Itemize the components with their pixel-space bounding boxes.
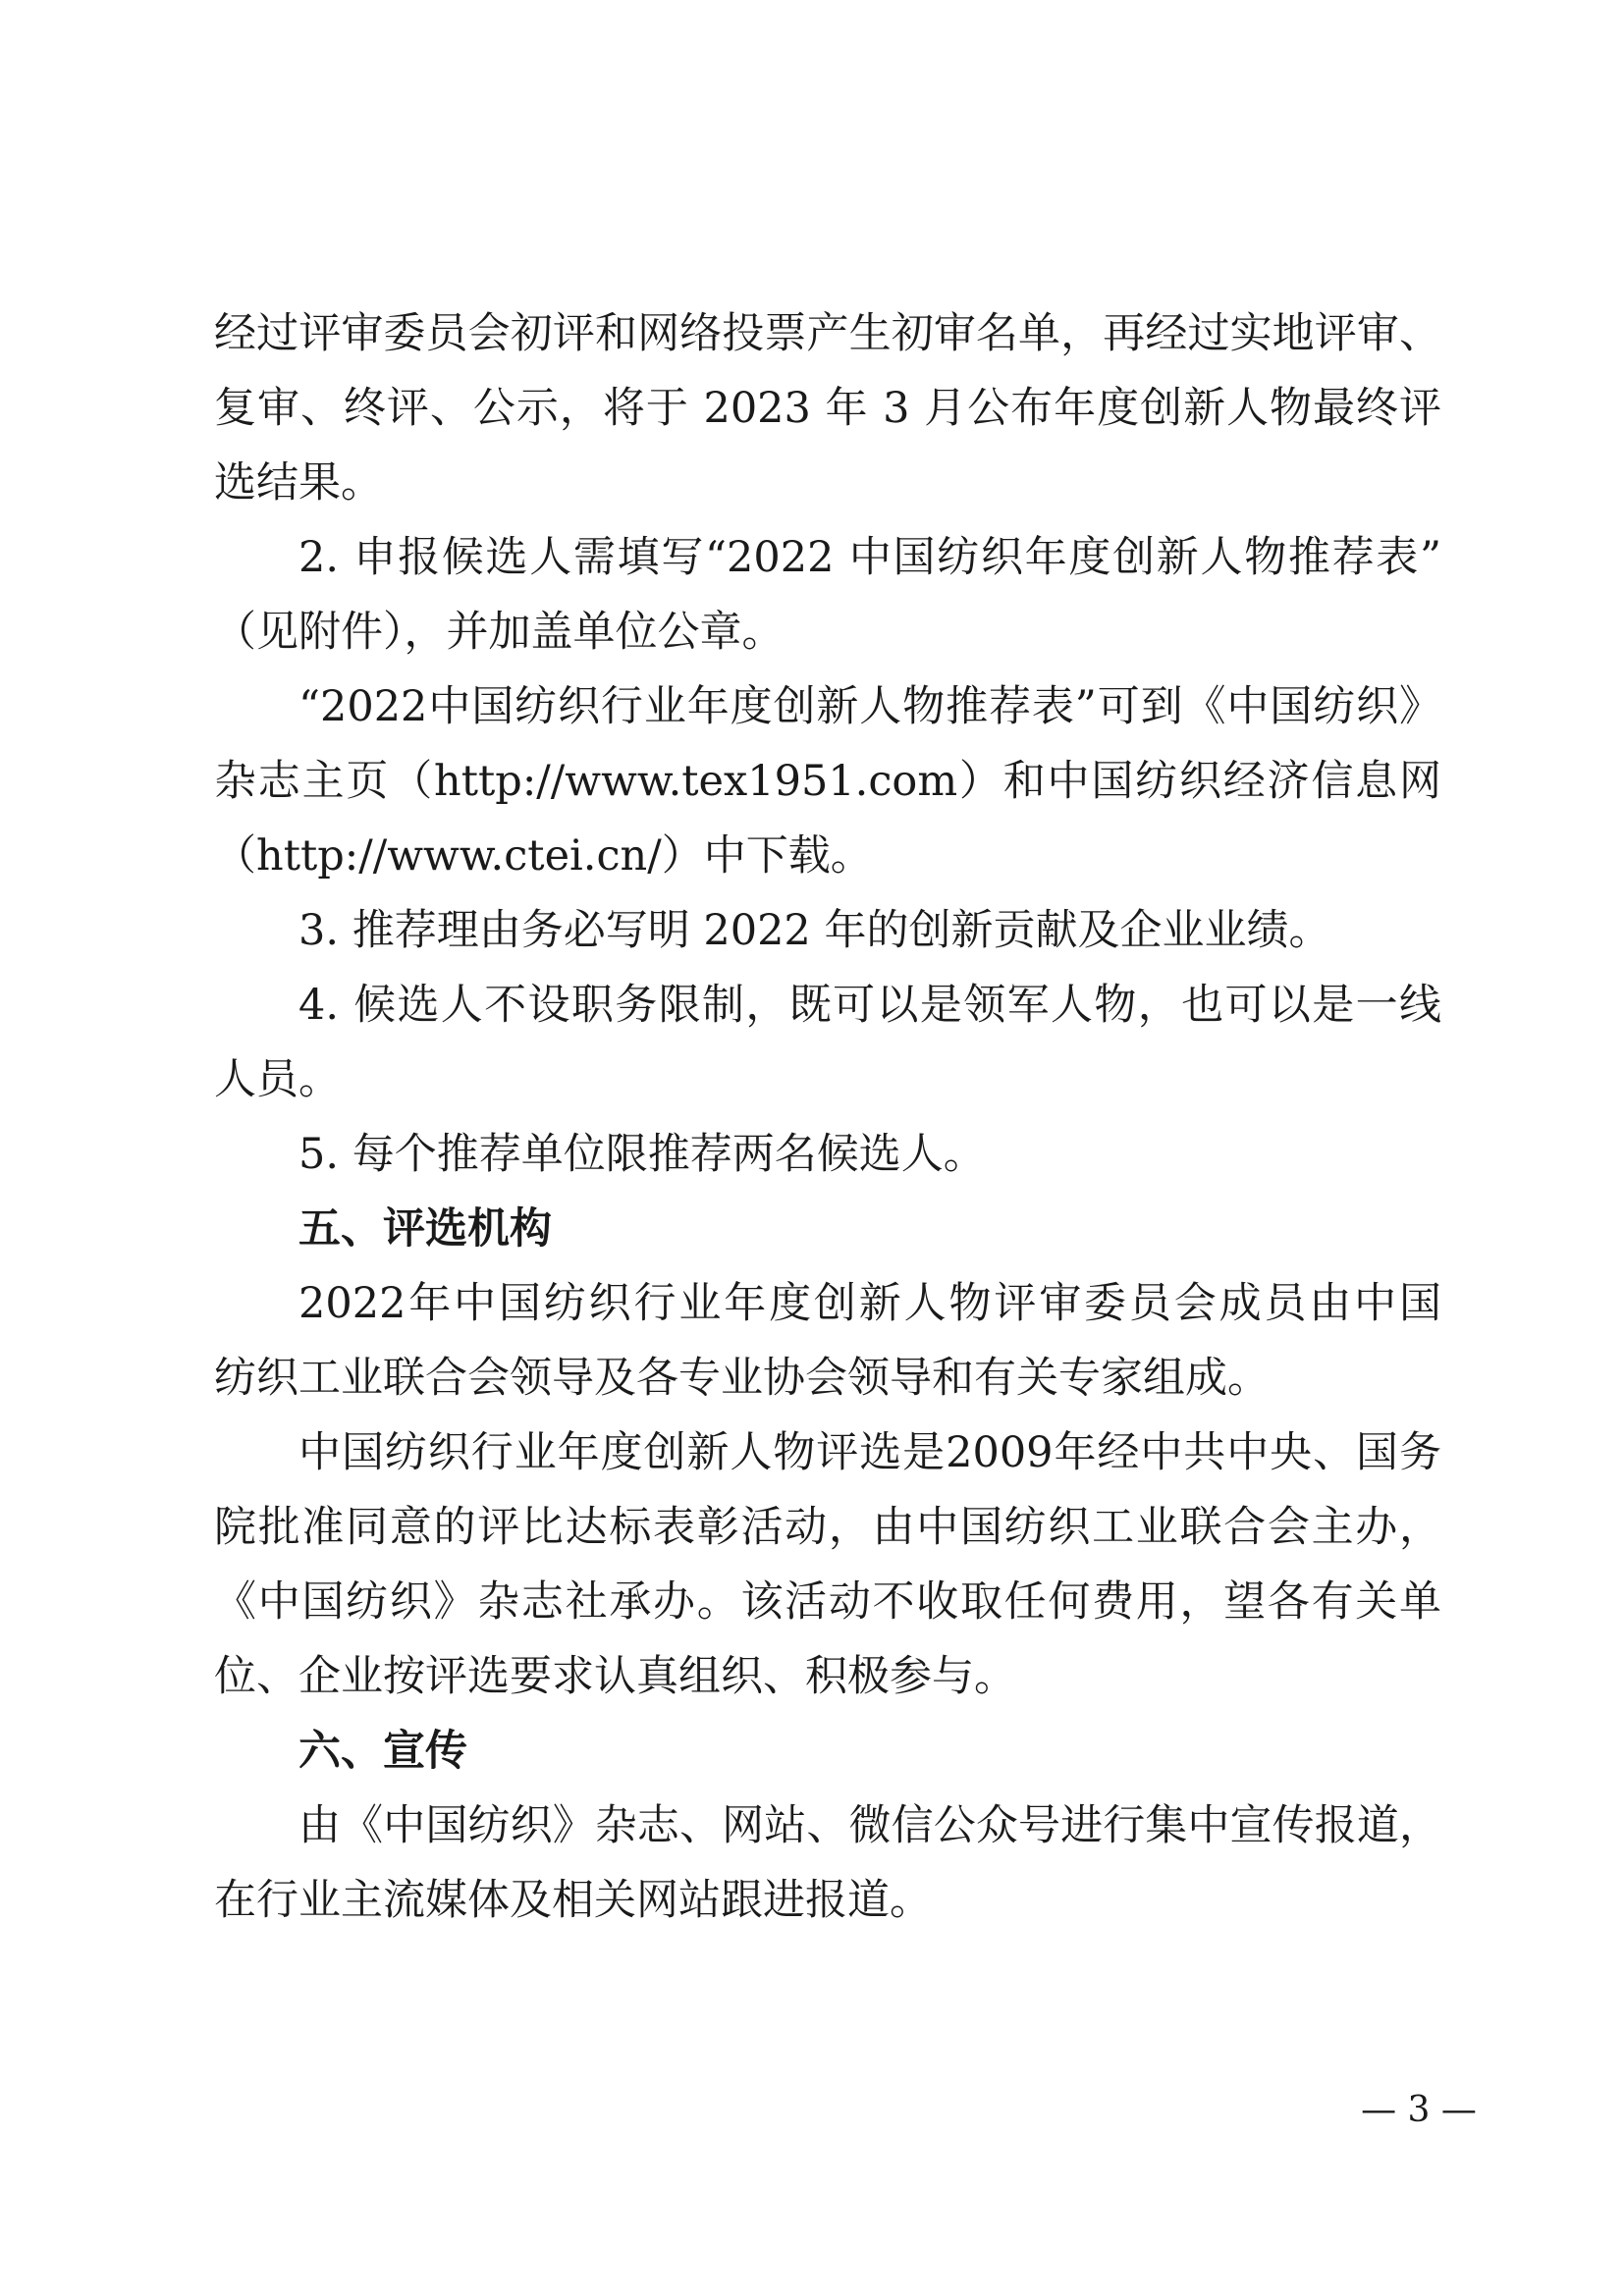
section-heading: 六、宣传 <box>298 1727 467 1776</box>
paragraph-line: 选结果。 <box>214 458 383 507</box>
paragraph-line: 位、企业按评选要求认真组织、积极参与。 <box>214 1652 1016 1701</box>
paragraph-line: 人员。 <box>214 1055 341 1104</box>
paragraph-line: 5. 每个推荐单位限推荐两名候选人。 <box>298 1130 986 1179</box>
paragraph-line: 院批准同意的评比达标表彰活动，由中国纺织工业联合会主办， <box>214 1503 1441 1552</box>
paragraph-line: 4. 候选人不设职务限制，既可以是领军人物，也可以是一线 <box>298 981 1441 1030</box>
paragraph-line: 在行业主流媒体及相关网站跟进报道。 <box>214 1876 932 1925</box>
paragraph-line: 2022年中国纺织行业年度创新人物评审委员会成员由中国 <box>298 1279 1441 1328</box>
paragraph-line: （见附件），并加盖单位公章。 <box>214 608 785 657</box>
paragraph-line: 杂志主页（http://www.tex1951.com）和中国纺织经济信息网 <box>214 757 1441 806</box>
paragraph-line: 由《中国纺织》杂志、网站、微信公众号进行集中宣传报道， <box>298 1801 1441 1850</box>
paragraph-line: 中国纺织行业年度创新人物评选是2009年经中共中央、国务 <box>298 1428 1441 1477</box>
paragraph-line: 纺织工业联合会领导及各专业协会领导和有关专家组成。 <box>214 1354 1270 1403</box>
paragraph-line: “2022中国纺织行业年度创新人物推荐表”可到《中国纺织》 <box>298 682 1441 731</box>
paragraph-line: 复审、终评、公示，将于 2023 年 3 月公布年度创新人物最终评 <box>214 384 1441 433</box>
paragraph-line: 2. 申报候选人需填写“2022 中国纺织年度创新人物推荐表” <box>298 533 1441 582</box>
page-number: — 3 — <box>1361 2090 1477 2130</box>
section-heading: 五、评选机构 <box>298 1204 552 1254</box>
paragraph-line: （http://www.ctei.cn/）中下载。 <box>214 831 873 881</box>
paragraph-line: 经过评审委员会初评和网络投票产生初审名单，再经过实地评审、 <box>214 309 1441 358</box>
paragraph-line: 《中国纺织》杂志社承办。该活动不收取任何费用，望各有关单 <box>214 1577 1441 1627</box>
paragraph-line: 3. 推荐理由务必写明 2022 年的创新贡献及企业业绩。 <box>298 906 1331 955</box>
